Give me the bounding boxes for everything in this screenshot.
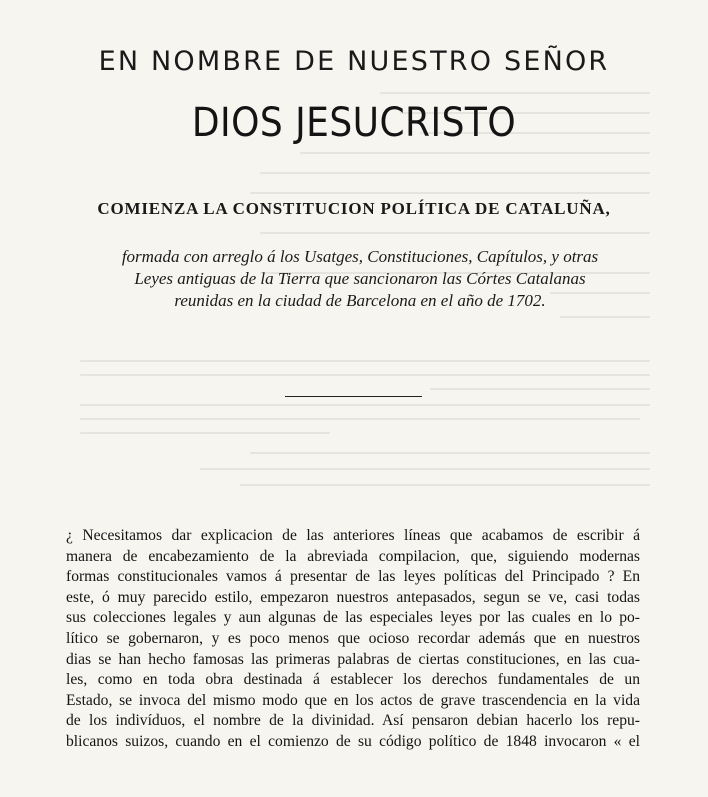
body-line: de los indivíduos, el nombre de la divinidad. Así pensaron debian hacerlo los repu- <box>66 712 640 730</box>
bleed-through-mark <box>80 418 640 420</box>
bleed-through-mark <box>380 92 650 94</box>
body-line: manera de encabezamiento de la abreviada compilacion, que, siguiendo modernas <box>66 547 640 565</box>
body-line: blicanos suizos, cuando en el comienzo de su código político de 1848 invocaron « el <box>66 732 640 750</box>
bleed-through-mark <box>240 484 650 486</box>
body-paragraph <box>66 526 640 753</box>
section-divider <box>285 396 422 397</box>
heading-line-2: DIOS JESUCRISTO <box>191 100 517 146</box>
italic-line: Leyes antiguas de la Tierra que sancionaron las Córtes Catalanas <box>134 269 586 288</box>
body-line: formas constitucionales vamos á presentar de las leyes políticas del Principado ? En <box>66 568 640 586</box>
bleed-through-mark <box>260 172 650 174</box>
body-line: les, como en toda obra destinada á establecer los derechos fundamentales de un <box>66 671 640 689</box>
body-line: lítico se gobernaron, y es poco menos que ocioso recordar además que en nuestros <box>66 629 640 647</box>
body-line: dias se han hecho famosas las primeras palabras de ciertas constituciones, en las cua- <box>66 650 640 668</box>
bleed-through-mark <box>300 152 650 154</box>
bleed-through-mark <box>260 232 650 234</box>
bleed-through-mark <box>80 374 650 376</box>
bleed-through-mark <box>200 468 650 470</box>
italic-line: formada con arreglo á los Usatges, Constituciones, Capítulos, y otras <box>121 247 599 266</box>
heading-line-1: EN NOMBRE DE NUESTRO SEÑOR <box>98 46 610 77</box>
bleed-through-mark <box>430 388 650 390</box>
italic-line: reunidas en la ciudad de Barcelona en el año de 1702. <box>174 291 546 310</box>
italic-intro <box>90 246 630 312</box>
bleed-through-mark <box>250 192 650 194</box>
bleed-through-mark <box>560 316 650 318</box>
bleed-through-mark <box>80 404 650 406</box>
body-line: Estado, se invoca del mismo modo que en los actos de grave trascendencia en la vida <box>66 691 640 709</box>
body-line: este, ó muy parecido estilo, empezaron nuestros antepasados, segun se ve, casi todas <box>66 588 640 606</box>
body-line: ¿ Necesitamos dar explicacion de las anteriores líneas que acabamos de escribir á <box>66 527 640 544</box>
subtitle: COMIENZA LA CONSTITUCION POLÍTICA DE CATALUÑA, <box>97 199 611 218</box>
bleed-through-mark <box>80 360 650 362</box>
bleed-through-mark <box>80 432 330 434</box>
body-line: sus colecciones legales y aun algunas de las especiales leyes por las cuales en lo po- <box>66 609 640 627</box>
bleed-through-mark <box>250 452 650 454</box>
